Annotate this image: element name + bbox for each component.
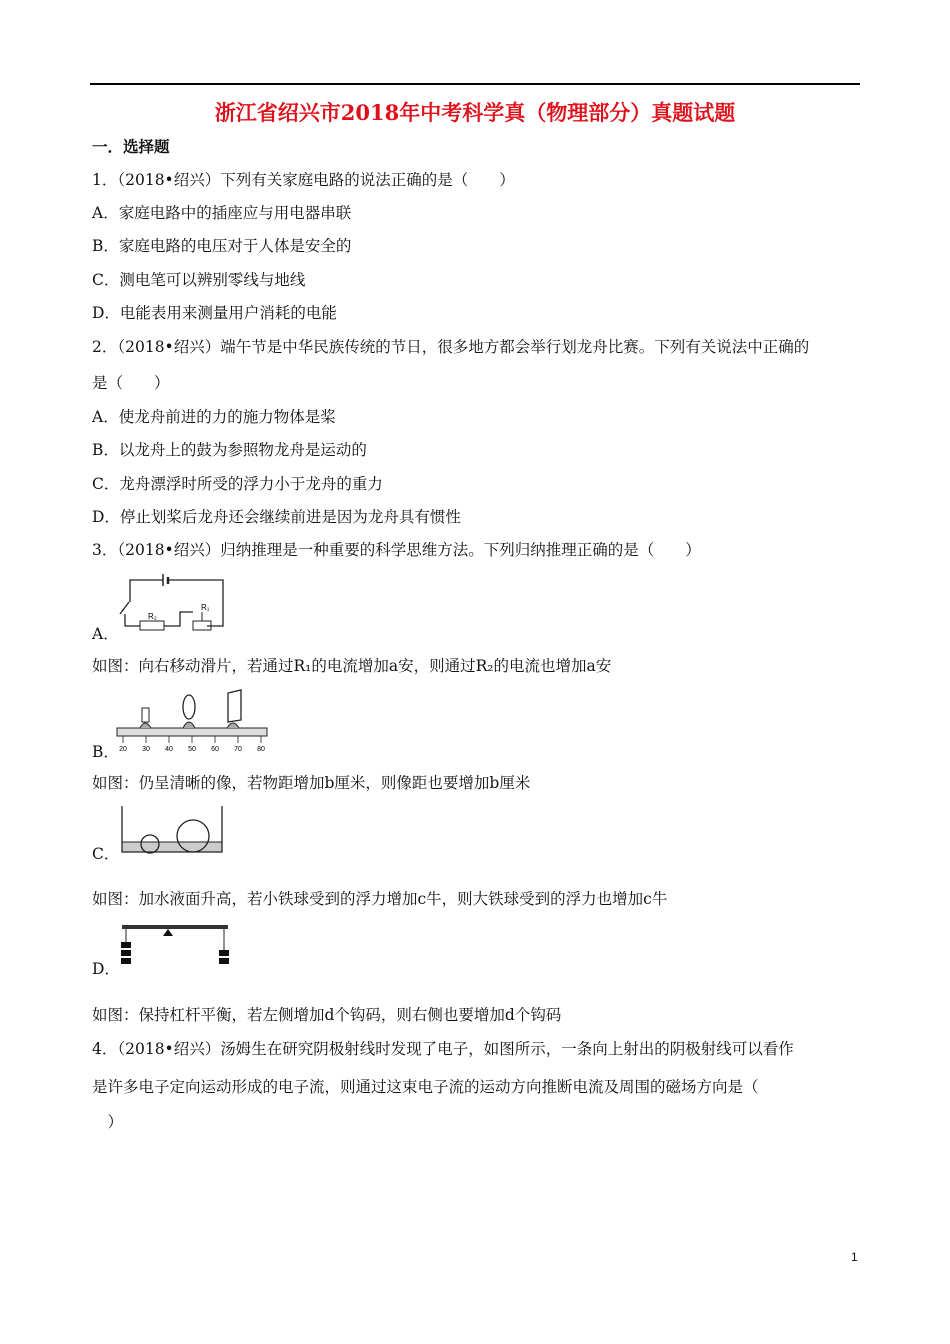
section-heading: 一．选择题 <box>92 137 170 156</box>
q1-option-d: D．电能表用来测量用户消耗的电能 <box>92 304 337 322</box>
circuit-diagram <box>115 574 230 636</box>
q2-option-d: D．停止划桨后龙舟还会继续前进是因为龙舟具有惯性 <box>92 508 461 526</box>
q3-option-d-text: 如图：保持杠杆平衡，若左侧增加d个钩码，则右侧也要增加d个钩码 <box>92 1006 562 1024</box>
q2-stem-cont: 是（ ） <box>92 374 170 392</box>
q3-option-c-text: 如图：加水液面升高，若小铁球受到的浮力增加c牛，则大铁球受到的浮力也增加c牛 <box>92 890 668 908</box>
q4-line-3: ） <box>92 1113 124 1131</box>
q3-option-a-text: 如图：向右移动滑片，若通过R₁的电流增加a安，则通过R₂的电流也增加a安 <box>92 657 612 675</box>
q2-option-b: B．以龙舟上的鼓为参照物龙舟是运动的 <box>92 441 367 459</box>
q2-option-a: A．使龙舟前进的力的施力物体是桨 <box>92 408 336 426</box>
page-number: 1 <box>851 1250 858 1264</box>
q1-stem: 1．（2018•绍兴）下列有关家庭电路的说法正确的是（ ） <box>92 171 515 189</box>
q1-option-b: B．家庭电路的电压对于人体是安全的 <box>92 237 352 255</box>
ruler-label: 20 <box>119 746 127 753</box>
q1-option-c: C．测电笔可以辨别零线与地线 <box>92 271 306 289</box>
ruler-label: 70 <box>234 746 242 753</box>
q2-stem: 2．（2018•绍兴）端午节是中华民族传统的节日，很多地方都会举行划龙舟比赛。下列有关说法中正确的 <box>92 338 810 356</box>
ruler-label: 60 <box>211 746 219 753</box>
ruler-label: 80 <box>257 746 265 753</box>
q3-stem: 3．（2018•绍兴）归纳推理是一种重要的科学思维方法。下列归纳推理正确的是（ ） <box>92 541 701 559</box>
q1-option-a: A．家庭电路中的插座应与用电器串联 <box>92 204 352 222</box>
ruler-label: 40 <box>165 746 173 753</box>
lever-diagram <box>118 922 233 970</box>
q3-label-b: B． <box>92 743 119 761</box>
ruler-label: 30 <box>142 746 150 753</box>
q3-label-c: C． <box>92 845 120 863</box>
resistor-label-r1: R₁ <box>201 603 210 612</box>
optical-bench-diagram <box>115 688 275 756</box>
container-balls-diagram <box>118 804 228 858</box>
header-rule <box>90 83 860 85</box>
q3-option-b-text: 如图：仍呈清晰的像，若物距增加b厘米，则像距也要增加b厘米 <box>92 774 531 792</box>
resistor-label-r2: R₂ <box>148 612 157 621</box>
q3-label-d: D． <box>92 960 120 978</box>
q4-line-2: 是许多电子定向运动形成的电子流，则通过这束电子流的运动方向推断电流及周围的磁场方向是（ <box>92 1078 759 1096</box>
q2-option-c: C．龙舟漂浮时所受的浮力小于龙舟的重力 <box>92 475 383 493</box>
q3-label-a: A． <box>92 625 119 643</box>
ruler-label: 50 <box>188 746 196 753</box>
q4-line-1: 4．（2018•绍兴）汤姆生在研究阴极射线时发现了电子，如图所示，一条向上射出的阴极射线可以看作 <box>92 1040 794 1058</box>
page-title: 浙江省绍兴市2018年中考科学真（物理部分）真题试题 <box>214 100 736 125</box>
